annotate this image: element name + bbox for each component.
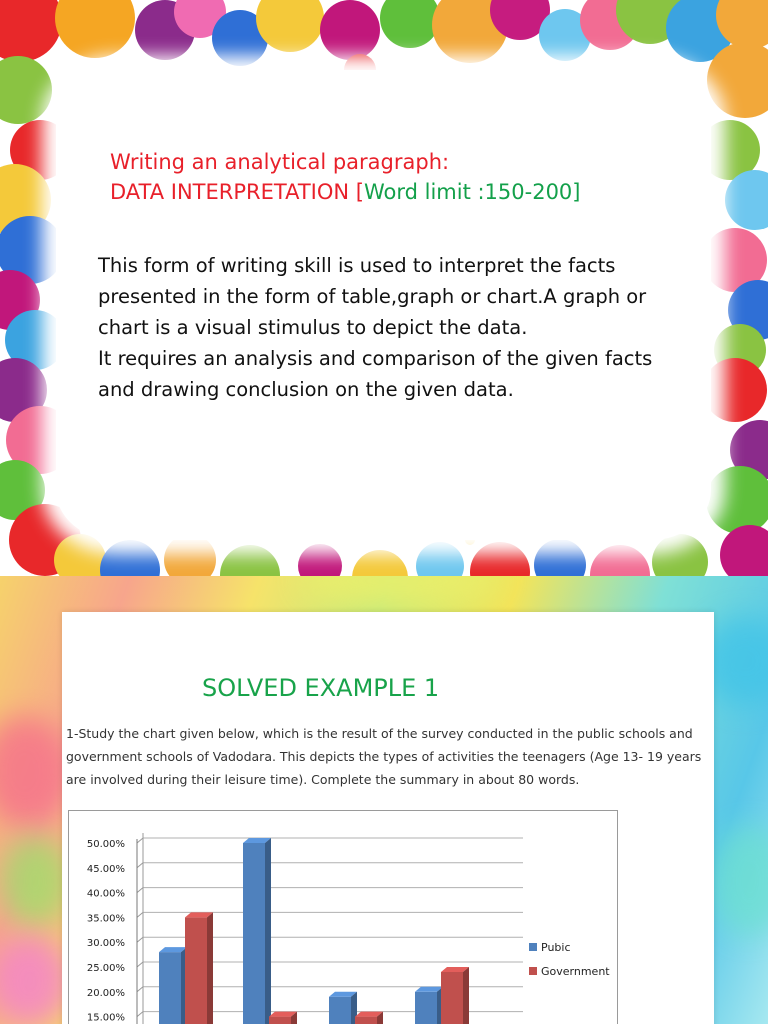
bar-front — [269, 1017, 291, 1024]
bar-side — [207, 912, 213, 1024]
background-blot — [0, 716, 70, 826]
heading-topic: DATA INTERPRETATION [ — [110, 180, 364, 204]
y-tick-label: 40.00% — [86, 888, 125, 900]
background-blot — [300, 576, 500, 606]
gridline-diagonal — [137, 987, 143, 992]
bar-front — [243, 843, 265, 1024]
y-tick-label: 35.00% — [86, 913, 125, 925]
slide-solved-example — [0, 576, 768, 1024]
question-line: 1-Study the chart given below, which is the result of the survey conducted in the public schools and — [66, 726, 693, 741]
bar-front — [329, 997, 351, 1024]
paragraph-line: This form of writing skill is used to interpret the facts — [98, 254, 616, 277]
example-title: SOLVED EXAMPLE 1 — [202, 674, 440, 702]
gridline-diagonal — [137, 937, 143, 942]
bar-side — [463, 967, 469, 1024]
y-tick-label: 15.00% — [86, 1012, 125, 1024]
slide-heading — [110, 147, 710, 207]
background-blot — [0, 936, 70, 1024]
question-line: are involved during their leisure time). Complete the summary in about 80 words. — [66, 772, 580, 787]
paragraph-line: and drawing conclusion on the given data. — [98, 378, 514, 401]
bar-front — [415, 992, 437, 1024]
legend-label: Government — [541, 965, 610, 978]
gridline-diagonal — [137, 888, 143, 893]
legend-swatch — [529, 967, 537, 975]
bar-front — [159, 952, 181, 1024]
gridline-diagonal — [137, 838, 143, 843]
y-tick-label: 30.00% — [86, 938, 125, 950]
legend-label: Pubic — [541, 941, 571, 954]
y-tick-label: 50.00% — [86, 839, 125, 850]
heading-line-1: Writing an analytical paragraph: — [110, 150, 450, 174]
background-blot — [710, 826, 768, 936]
bar-side — [265, 838, 271, 1024]
y-tick-label: 20.00% — [86, 987, 125, 999]
gridline-diagonal — [137, 962, 143, 967]
gridline-diagonal — [137, 863, 143, 868]
paragraph-line: presented in the form of table,graph or chart.A graph or — [98, 285, 647, 308]
background-blot — [0, 836, 70, 926]
heading-line-2 — [110, 177, 710, 207]
description-paragraph — [98, 250, 698, 405]
legend-swatch — [529, 943, 537, 951]
question-line: government schools of Vadodara. This depicts the types of activities the teenagers (Age 13- 19 years — [66, 749, 702, 764]
word-limit: Word limit :150-200] — [363, 180, 581, 204]
paragraph-line: chart is a visual stimulus to depict the data. — [98, 316, 528, 339]
bar-front — [185, 917, 207, 1024]
paragraph-line: It requires an analysis and comparison of the given facts — [98, 347, 653, 370]
gridline-diagonal — [137, 1012, 143, 1017]
example-card — [62, 612, 714, 1024]
y-tick-label: 25.00% — [86, 963, 125, 974]
question-text — [66, 722, 706, 791]
bar-chart — [69, 811, 617, 1024]
gridline-diagonal — [137, 912, 143, 917]
bar-front — [355, 1017, 377, 1024]
y-tick-label: 45.00% — [86, 863, 125, 875]
bar-front — [441, 972, 463, 1024]
chart-frame — [68, 810, 618, 1024]
